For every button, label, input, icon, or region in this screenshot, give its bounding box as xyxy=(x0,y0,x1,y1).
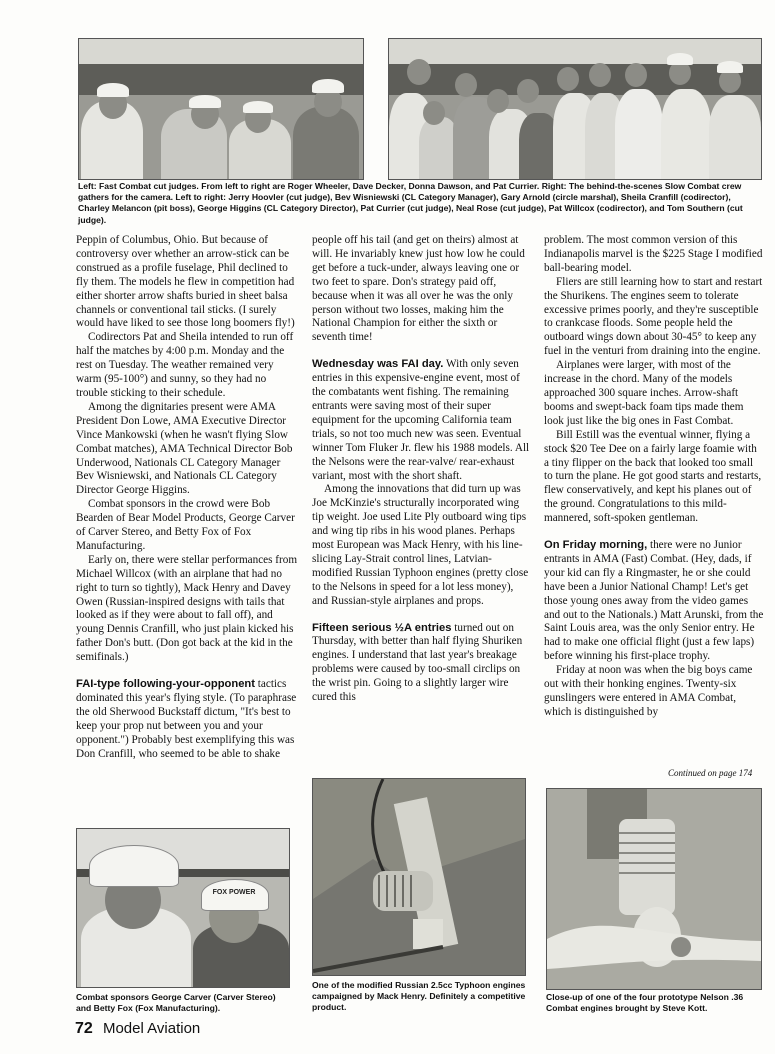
col3-paragraph: Friday at noon was when the big boys came out with their honking engines. Twenty-six gunslingers were entered in AMA Combat, which is distinguished by xyxy=(544,664,753,718)
friday-lead: On Friday morning, xyxy=(544,539,648,552)
col1-paragraph: Combat sponsors in the crowd were Bob Bearden of Bear Model Products, George Carver of Carver Stereo, and Betty Fox of Fox Manufacturing. xyxy=(76,498,295,552)
half-a-text: turned out on Thursday, with better than half flying Shuriken engines. I understand that last year's breakage problems were caused by too-small circlips on the wrist pin. Going to a slightly larger wire cured this xyxy=(312,621,523,704)
caption-typhoon-engine: One of the modified Russian 2.5cc Typhoon engines campaigned by Mack Henry. Definitely a competitive product. xyxy=(312,980,526,1013)
typhoon-engine-drawing xyxy=(313,779,525,975)
fox-power-cap-logo: FOX POWER xyxy=(212,889,256,896)
col2-paragraph: Among the innovations that did turn up was Joe McKinzie's structurally incorporated wing tip weight. Joe used Lite Ply outboard wing tips and wing tip ribs in his wood planes. Perhaps most European was Mack Henry, with his line-slicing Lay-Strait control lines, Latvian-modified Russian Typhoon engines (pretty close to the Nelsons in speed for a lot less money), and Russian-style airplanes and props. xyxy=(312,483,529,607)
photo-typhoon-engine xyxy=(312,778,526,976)
fai-lead: FAI-type following-your-opponent xyxy=(76,678,255,691)
friday-text: there were no Junior entrants in AMA (Fast) Combat. (Hey, dads, if your kid can fly a Ringmaster, he or she could have been a Junior National Champ! Let's get those young ones away from the video games and out to the Nationals.) Matt Arunski, from the Saint Louis area, was the only Senior entry. He had to make one official flight (just a few laps) before winning his first-place trophy. xyxy=(544,539,764,663)
article-column-2 xyxy=(312,234,530,705)
continued-note: Continued on page 174 xyxy=(668,768,753,778)
page-number: 72 xyxy=(75,1020,93,1037)
caption-nelson-engine: Close-up of one of the four prototype Nelson .36 Combat engines brought by Steve Kott. xyxy=(546,992,744,1014)
page-footer xyxy=(75,1020,200,1038)
col1-paragraph: Early on, there were stellar performances from Michael Willcox (with an airplane that had no right to turn so tightly), Mack Henry and Davey Owen (Russian-inspired designs with tails that looked as if they were about to fall off), and young Dennis Cranfill, who just plain kicked his father Don's butt. (Don got back at the kid in the semifinals.) xyxy=(76,553,298,664)
caption-right-text: The behind-the-scenes Slow Combat crew gathers for the camera. Left to right: Jerry Hoovler (cut judge), Bev Wisniewski (CL Category Manager), Gary Arnold (circle marshal), Sheila Cranfill (codirector), Charley Melancon (pit boss), George Higgins (CL Category Director), Pat Currier (cut judge), Neal Rose (cut judge), Pat Willcox (codirector), and Tom Southern (cut judge). xyxy=(78,181,743,225)
wednesday-lead: Wednesday was FAI day. xyxy=(312,358,444,371)
article-column-3 xyxy=(544,234,764,720)
col1-paragraph-fai xyxy=(76,678,298,761)
col3-paragraph-friday xyxy=(544,539,764,664)
col1-paragraph: Codirectors Pat and Sheila intended to run off half the matches by 4:00 p.m. Monday and the rest on Tuesday. The weather remained very warm (95-100°) and sunny, so they had no trouble sticking to their schedule. xyxy=(76,331,294,399)
top-photo-caption xyxy=(78,181,762,226)
col2-paragraph: people off his tail (and get on theirs) almost at will. He invariably knew just how low he could get before a tuck-under, always leaving one or two feet to spare. Don's strategy paid off, because when it was all over he was the only person without two losses, making him the National Champion for either the sixth or seventh time! xyxy=(312,234,525,344)
photo-combat-sponsors xyxy=(76,828,290,988)
caption-left-label: Left: xyxy=(78,181,97,191)
fai-text: tactics dominated this year's flying style. (To paraphrase the old Sherwood Buckstaff dictum, "It's best to keep your prop nut between you and your opponent.") Probably best exemplifying this was Don Cranfill, who seemed to be able to shake xyxy=(76,678,297,760)
col2-paragraph-half-a xyxy=(312,622,530,705)
col3-paragraph: Airplanes were larger, with most of the increase in the chord. Many of the models approached 300 square inches. Arrow-shaft booms and swept-back foam tips made them look just like the big ones in Fast Combat. xyxy=(544,359,744,427)
caption-left-text: Fast Combat cut judges. From left to right are Roger Wheeler, Dave Decker, Donna Dawson, and Pat Currier. xyxy=(99,181,540,191)
col3-paragraph: Fliers are still learning how to start and restart the Shurikens. The engines seem to tolerate excessive primes poorly, and they're susceptible to crankcase floods. Some people held the outboard wings down about 30-45° to keep any fuel in the venturi from draining into the engine. xyxy=(544,275,763,358)
nelson-engine-drawing xyxy=(547,789,761,989)
half-a-lead: Fifteen serious ½A entries xyxy=(312,621,452,634)
caption-combat-sponsors: Combat sponsors George Carver (Carver Stereo) and Betty Fox (Fox Manufacturing). xyxy=(76,992,276,1014)
photo-slow-combat-crew xyxy=(388,38,762,180)
col3-paragraph: Bill Estill was the eventual winner, flying a stock $20 Tee Dee on a fairly large foamie with a tiny flipper on the back that looked too small to turn the plane. He got good starts and restarts, flew conservatively, and kept his planes out of the ground. Congratulations to this mild-mannered, soft-spoken gentleman. xyxy=(544,428,762,525)
wednesday-text: With only seven entries in this expensive-engine event, most of the combatants went fishing. The remaining entrants were saving most of their super equipment for the upcoming California team trials, so not too much new was seen. Eventual winner Tom Fluker Jr. flew his 1988 models. All the Nelsons were the rear-valve/ rear-exhaust variant, most with the short shaft. xyxy=(312,358,530,482)
photo-fast-combat-judges xyxy=(78,38,364,180)
col1-paragraph: Peppin of Columbus, Ohio. But because of controversy over whether an arrow-stick can be construed as a profile fuselage, Phil declined to fly them. The models he flew in competition had either shorter arrow shafts buried in sheet balsa channels or conventional tail sticks. (I surely would have liked to see those long boomers fly!) xyxy=(76,234,295,330)
caption-right-label: Right: xyxy=(541,181,567,191)
col3-paragraph: problem. The most common version of this Indianapolis marvel is the $225 Stage I modified ball-bearing model. xyxy=(544,234,763,274)
col1-paragraph: Among the dignitaries present were AMA President Don Lowe, AMA Executive Director Vince Mankowski (when he wasn't flying Slow Combat matches), AMA Technical Director Bob Underwood, Nationals CL Category Manager Bev Wisniewski, and Nationals CL Category Director George Higgins. xyxy=(76,400,293,497)
article-column-1 xyxy=(76,234,298,762)
photo-nelson-engine xyxy=(546,788,762,990)
col2-paragraph-wednesday xyxy=(312,358,530,483)
magazine-name: Model Aviation xyxy=(102,1020,201,1037)
